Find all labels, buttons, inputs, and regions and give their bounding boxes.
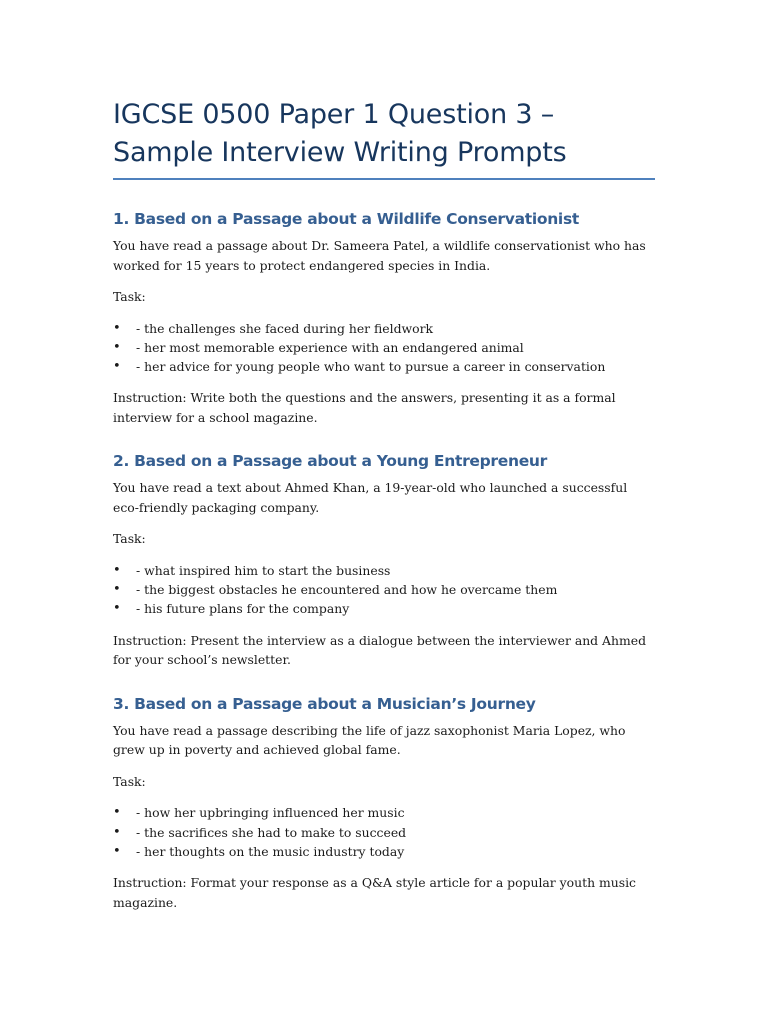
task-bullet: [113, 357, 655, 376]
task-bullet: [113, 599, 655, 618]
task-bullet-text: - how her upbringing influenced her music: [136, 805, 405, 821]
task-bullet: [113, 319, 655, 338]
task-bullet: [113, 842, 655, 861]
task-bullet-text: - her most memorable experience with an endangered animal: [136, 339, 524, 355]
bullet-icon: •: [113, 824, 121, 840]
section-musicians-journey: [113, 694, 655, 912]
section-young-entrepreneur: [113, 451, 655, 669]
document-page: [113, 96, 655, 936]
task-bullet: [113, 823, 655, 842]
task-label: Task:: [113, 289, 146, 304]
section-instruction: Instruction: Present the interview as a dialogue between the interviewer and Ahmed for your school’s newsletter.: [113, 632, 646, 668]
task-bullet: [113, 803, 655, 822]
bullet-icon: •: [113, 359, 121, 375]
task-bullet-text: - the biggest obstacles he encountered and how he overcame them: [136, 582, 558, 598]
task-bullet-text: - the sacrifices she had to make to succeed: [136, 824, 407, 840]
section-intro: You have read a passage describing the life of jazz saxophonist Maria Lopez, who grew up in poverty and achieved global fame.: [113, 722, 626, 758]
task-bullet-text: - her advice for young people who want to pursue a career in conservation: [136, 359, 606, 375]
section-heading: 2. Based on a Passage about a Young Entrepreneur: [113, 452, 548, 471]
task-bullet-text: - the challenges she faced during her fieldwork: [136, 320, 434, 336]
section-intro: You have read a text about Ahmed Khan, a 19-year-old who launched a successful eco-friendly packaging company.: [113, 480, 628, 515]
task-bullet: [113, 338, 655, 357]
document-title: IGCSE 0500 Paper 1 Question 3 – Sample Interview Writing Prompts: [113, 99, 567, 168]
task-bullet: [113, 580, 655, 599]
bullet-icon: •: [113, 601, 121, 617]
title-underline: [113, 178, 655, 180]
section-instruction: Instruction: Write both the questions and the answers, presenting it as a formal interview for a school magazine.: [113, 390, 616, 425]
task-bullet-list: [113, 319, 655, 377]
bullet-icon: •: [113, 805, 121, 821]
bullet-icon: •: [113, 320, 121, 336]
task-label: Task:: [113, 531, 146, 547]
section-instruction: Instruction: Format your response as a Q&A style article for a popular youth music magazine.: [113, 875, 636, 910]
bullet-icon: •: [113, 843, 121, 859]
section-heading: 1. Based on a Passage about a Wildlife Conservationist: [113, 210, 579, 228]
section-heading: 3. Based on a Passage about a Musician’s Journey: [113, 694, 536, 713]
task-bullet-list: [113, 561, 655, 619]
section-wildlife-conservationist: [113, 209, 655, 427]
task-bullet-text: - what inspired him to start the business: [136, 562, 391, 578]
bullet-icon: •: [113, 562, 121, 578]
section-intro: You have read a passage about Dr. Sameera Patel, a wildlife conservationist who has worked for 15 years to protect endangered species in India.: [113, 238, 646, 273]
task-label: Task:: [113, 773, 146, 789]
task-bullet-text: - her thoughts on the music industry today: [136, 843, 405, 859]
task-bullet-text: - his future plans for the company: [136, 601, 350, 617]
task-bullet: [113, 561, 655, 580]
task-bullet-list: [113, 803, 655, 861]
bullet-icon: •: [113, 582, 121, 598]
bullet-icon: •: [113, 339, 121, 355]
